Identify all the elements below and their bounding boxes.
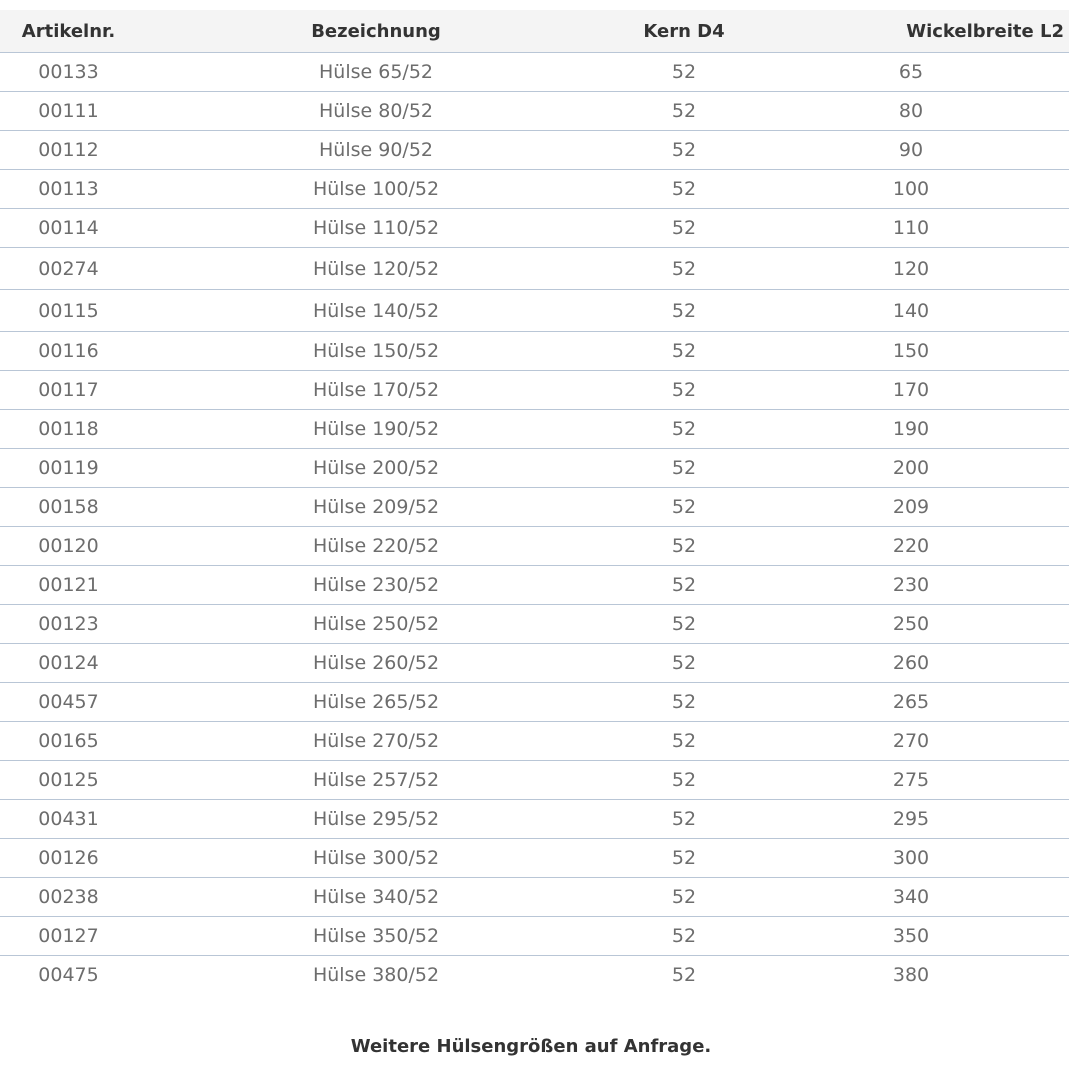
column-header-designation[interactable]: Bezeichnung bbox=[311, 20, 441, 42]
cell-core-d4: 52 bbox=[671, 299, 697, 322]
cell-designation: Hülse 250/52 bbox=[312, 613, 440, 635]
cell-winding-width: 65 bbox=[898, 61, 924, 83]
cell-article-number: 00114 bbox=[38, 217, 99, 239]
cell-core-d4: 52 bbox=[671, 178, 697, 200]
table-row bbox=[0, 92, 1069, 131]
cell-core-d4: 52 bbox=[671, 61, 697, 83]
table-row bbox=[0, 410, 1069, 449]
cell-article-number: 00274 bbox=[38, 257, 99, 280]
cell-core-d4: 52 bbox=[671, 139, 697, 161]
cell-article-number: 00119 bbox=[38, 457, 99, 479]
cell-winding-width: 300 bbox=[892, 847, 930, 869]
table-row bbox=[0, 683, 1069, 722]
cell-designation: Hülse 80/52 bbox=[319, 100, 433, 122]
cell-article-number: 00123 bbox=[38, 613, 99, 635]
cell-article-number: 00165 bbox=[38, 730, 99, 752]
table-row bbox=[0, 371, 1069, 410]
cell-core-d4: 52 bbox=[671, 613, 697, 635]
cell-winding-width: 100 bbox=[892, 178, 930, 200]
cell-core-d4: 52 bbox=[671, 457, 697, 479]
cell-article-number: 00431 bbox=[38, 808, 99, 830]
table-row bbox=[0, 800, 1069, 839]
table-row bbox=[0, 527, 1069, 566]
cell-article-number: 00475 bbox=[38, 964, 99, 986]
cell-winding-width: 350 bbox=[892, 925, 930, 947]
cell-designation: Hülse 209/52 bbox=[312, 496, 440, 518]
cell-article-number: 00112 bbox=[38, 139, 99, 161]
cell-core-d4: 52 bbox=[671, 652, 697, 674]
cell-winding-width: 209 bbox=[892, 496, 930, 518]
cell-designation: Hülse 190/52 bbox=[312, 418, 440, 440]
cell-designation: Hülse 230/52 bbox=[312, 574, 440, 596]
column-header-core-d4[interactable]: Kern D4 bbox=[643, 20, 725, 42]
cell-designation: Hülse 220/52 bbox=[312, 535, 440, 557]
cell-designation: Hülse 100/52 bbox=[312, 178, 440, 200]
table-row bbox=[0, 956, 1069, 994]
cell-article-number: 00117 bbox=[38, 379, 99, 401]
table-row bbox=[0, 644, 1069, 683]
cell-designation: Hülse 150/52 bbox=[312, 340, 440, 362]
cell-winding-width: 275 bbox=[892, 769, 930, 791]
product-table bbox=[0, 10, 1069, 994]
cell-core-d4: 52 bbox=[671, 379, 697, 401]
cell-winding-width: 220 bbox=[892, 535, 930, 557]
cell-article-number: 00113 bbox=[38, 178, 99, 200]
cell-article-number: 00125 bbox=[38, 769, 99, 791]
cell-core-d4: 52 bbox=[671, 257, 697, 280]
cell-designation: Hülse 200/52 bbox=[312, 457, 440, 479]
table-row bbox=[0, 761, 1069, 800]
cell-designation: Hülse 270/52 bbox=[312, 730, 440, 752]
cell-winding-width: 170 bbox=[892, 379, 930, 401]
cell-core-d4: 52 bbox=[671, 340, 697, 362]
cell-core-d4: 52 bbox=[671, 730, 697, 752]
table-row bbox=[0, 488, 1069, 527]
column-header-article-number[interactable]: Artikelnr. bbox=[21, 20, 116, 42]
cell-winding-width: 265 bbox=[892, 691, 930, 713]
table-row bbox=[0, 566, 1069, 605]
cell-winding-width: 230 bbox=[892, 574, 930, 596]
cell-designation: Hülse 260/52 bbox=[312, 652, 440, 674]
cell-article-number: 00133 bbox=[38, 61, 99, 83]
table-row bbox=[0, 449, 1069, 488]
cell-article-number: 00457 bbox=[38, 691, 99, 713]
cell-designation: Hülse 65/52 bbox=[319, 61, 433, 83]
cell-core-d4: 52 bbox=[671, 769, 697, 791]
cell-core-d4: 52 bbox=[671, 535, 697, 557]
cell-winding-width: 260 bbox=[892, 652, 930, 674]
cell-winding-width: 295 bbox=[892, 808, 930, 830]
table-row bbox=[0, 917, 1069, 956]
column-header-winding-width-l2[interactable]: Wickelbreite L2 bbox=[906, 20, 1064, 42]
cell-article-number: 00111 bbox=[38, 100, 99, 122]
cell-article-number: 00158 bbox=[38, 496, 99, 518]
cell-winding-width: 110 bbox=[892, 217, 930, 239]
cell-core-d4: 52 bbox=[671, 496, 697, 518]
cell-designation: Hülse 140/52 bbox=[312, 299, 440, 322]
table-row bbox=[0, 722, 1069, 761]
cell-designation: Hülse 350/52 bbox=[312, 925, 440, 947]
table-row bbox=[0, 248, 1069, 290]
cell-designation: Hülse 295/52 bbox=[312, 808, 440, 830]
cell-winding-width: 270 bbox=[892, 730, 930, 752]
cell-article-number: 00238 bbox=[38, 886, 99, 908]
cell-core-d4: 52 bbox=[671, 418, 697, 440]
cell-winding-width: 150 bbox=[892, 340, 930, 362]
cell-article-number: 00126 bbox=[38, 847, 99, 869]
table-row bbox=[0, 131, 1069, 170]
footnote: Weitere Hülsengrößen auf Anfrage. bbox=[350, 1036, 712, 1057]
cell-winding-width: 90 bbox=[898, 139, 924, 161]
cell-article-number: 00116 bbox=[38, 340, 99, 362]
cell-designation: Hülse 265/52 bbox=[312, 691, 440, 713]
cell-designation: Hülse 300/52 bbox=[312, 847, 440, 869]
table-row bbox=[0, 290, 1069, 332]
table-row bbox=[0, 605, 1069, 644]
cell-core-d4: 52 bbox=[671, 574, 697, 596]
cell-article-number: 00124 bbox=[38, 652, 99, 674]
cell-core-d4: 52 bbox=[671, 925, 697, 947]
cell-winding-width: 250 bbox=[892, 613, 930, 635]
cell-article-number: 00121 bbox=[38, 574, 99, 596]
cell-designation: Hülse 257/52 bbox=[312, 769, 440, 791]
cell-core-d4: 52 bbox=[671, 691, 697, 713]
cell-designation: Hülse 120/52 bbox=[312, 257, 440, 280]
table-row bbox=[0, 170, 1069, 209]
cell-winding-width: 80 bbox=[898, 100, 924, 122]
cell-article-number: 00118 bbox=[38, 418, 99, 440]
cell-article-number: 00120 bbox=[38, 535, 99, 557]
table-row bbox=[0, 878, 1069, 917]
cell-winding-width: 200 bbox=[892, 457, 930, 479]
cell-winding-width: 190 bbox=[892, 418, 930, 440]
cell-designation: Hülse 170/52 bbox=[312, 379, 440, 401]
cell-article-number: 00127 bbox=[38, 925, 99, 947]
cell-core-d4: 52 bbox=[671, 886, 697, 908]
cell-core-d4: 52 bbox=[671, 964, 697, 986]
cell-designation: Hülse 340/52 bbox=[312, 886, 440, 908]
table-row bbox=[0, 332, 1069, 371]
table-header-row bbox=[0, 10, 1069, 53]
cell-winding-width: 380 bbox=[892, 964, 930, 986]
table-body bbox=[0, 53, 1069, 994]
cell-winding-width: 140 bbox=[892, 299, 930, 322]
table-row bbox=[0, 209, 1069, 248]
cell-article-number: 00115 bbox=[38, 299, 99, 322]
cell-designation: Hülse 90/52 bbox=[319, 139, 433, 161]
cell-core-d4: 52 bbox=[671, 847, 697, 869]
cell-designation: Hülse 380/52 bbox=[312, 964, 440, 986]
cell-designation: Hülse 110/52 bbox=[312, 217, 440, 239]
cell-core-d4: 52 bbox=[671, 100, 697, 122]
cell-core-d4: 52 bbox=[671, 217, 697, 239]
cell-winding-width: 120 bbox=[892, 257, 930, 280]
table-row bbox=[0, 839, 1069, 878]
cell-winding-width: 340 bbox=[892, 886, 930, 908]
cell-core-d4: 52 bbox=[671, 808, 697, 830]
table-row bbox=[0, 53, 1069, 92]
